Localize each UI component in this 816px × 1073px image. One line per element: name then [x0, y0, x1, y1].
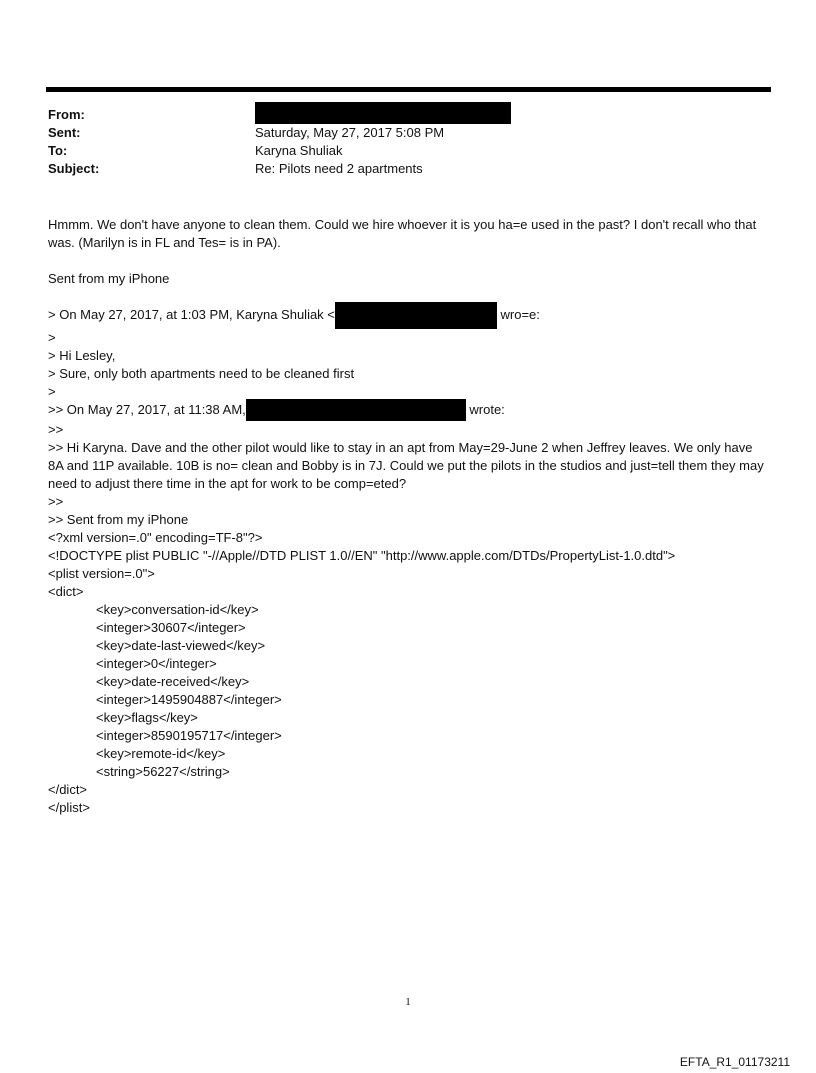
plist-entry: <key>remote-id</key> [96, 746, 226, 761]
xml-dict-close: </dict> [48, 782, 88, 797]
quoted-signature: >> Sent from my iPhone [48, 512, 189, 527]
page-number: 1 [405, 996, 411, 1008]
redaction-box [246, 399, 466, 421]
to-label: To: [48, 143, 68, 158]
xml-declaration: <?xml version=.0" encoding=TF-8"?> [48, 530, 263, 545]
to-value: Karyna Shuliak [255, 143, 343, 158]
quote-marker: >> [48, 422, 64, 437]
document-id: EFTA_R1_01173211 [679, 1055, 790, 1069]
from-label: From: [48, 107, 85, 122]
quote-marker: >> [48, 494, 64, 509]
sent-label: Sent: [48, 125, 81, 140]
quote-reply: > Sure, only both apartments need to be cleaned first [48, 366, 355, 381]
quote-header-2-prefix: >> On May 27, 2017, at 11:38 AM, [48, 402, 246, 417]
subject-row [48, 160, 768, 178]
header-rule [46, 87, 771, 92]
quote-marker: > [48, 330, 56, 345]
xml-dict-open: <dict> [48, 584, 84, 599]
redaction-box [255, 102, 511, 124]
plist-entry: <integer>8590195717</integer> [96, 728, 282, 743]
redaction-box [335, 302, 497, 329]
plist-entry: <integer>1495904887</integer> [96, 692, 282, 707]
subject-label: Subject: [48, 161, 100, 176]
sent-row [48, 124, 768, 142]
quote-greeting: > Hi Lesley, [48, 348, 116, 363]
quote-marker: > [48, 384, 56, 399]
email-header [48, 106, 768, 178]
from-value [255, 106, 768, 124]
plist-entry: <key>conversation-id</key> [96, 602, 259, 617]
xml-doctype: <!DOCTYPE plist PUBLIC "-//Apple//DTD PLIST 1.0//EN" "http://www.apple.com/DTDs/PropertyList-1.0.dtd"> [48, 548, 676, 563]
body-paragraph: Hmmm. We don't have anyone to clean them. Could we hire whoever it is you ha=e used in the past? I don't recall who that was. (Marilyn is in FL and Tes= is in PA). [48, 217, 757, 250]
plist-entry: <integer>30607</integer> [96, 620, 246, 635]
from-row [48, 106, 768, 124]
plist-entry: <string>56227</string> [96, 764, 230, 779]
quote-header-2 [48, 401, 770, 421]
quote-header-1-prefix: > On May 27, 2017, at 1:03 PM, Karyna Shuliak < [48, 307, 335, 322]
sent-value: Saturday, May 27, 2017 5:08 PM [255, 125, 445, 140]
quote-header-1 [48, 306, 770, 329]
plist-entry: <key>date-last-viewed</key> [96, 638, 266, 653]
plist-entry: <key>date-received</key> [96, 674, 250, 689]
quote-header-1-suffix: wro=e: [496, 307, 540, 322]
email-body [48, 216, 770, 817]
to-row [48, 142, 768, 160]
xml-plist-close: </plist> [48, 800, 90, 815]
plist-entry: <key>flags</key> [96, 710, 198, 725]
signature: Sent from my iPhone [48, 271, 170, 286]
quoted-paragraph: >> Hi Karyna. Dave and the other pilot would like to stay in an apt from May=29-June 2 when Jeffrey leaves. We only have 8A and 11P available. 10B is no= clean and Bobby is in 7J. Could we put the pilots in the studios and just=tell them they may need to adjust there time in the apt for work to be comp=eted? [48, 440, 764, 491]
subject-value: Re: Pilots need 2 apartments [255, 161, 423, 176]
xml-plist-open: <plist version=.0"> [48, 566, 155, 581]
quote-header-2-suffix: wrote: [465, 402, 505, 417]
plist-entry: <integer>0</integer> [96, 656, 217, 671]
